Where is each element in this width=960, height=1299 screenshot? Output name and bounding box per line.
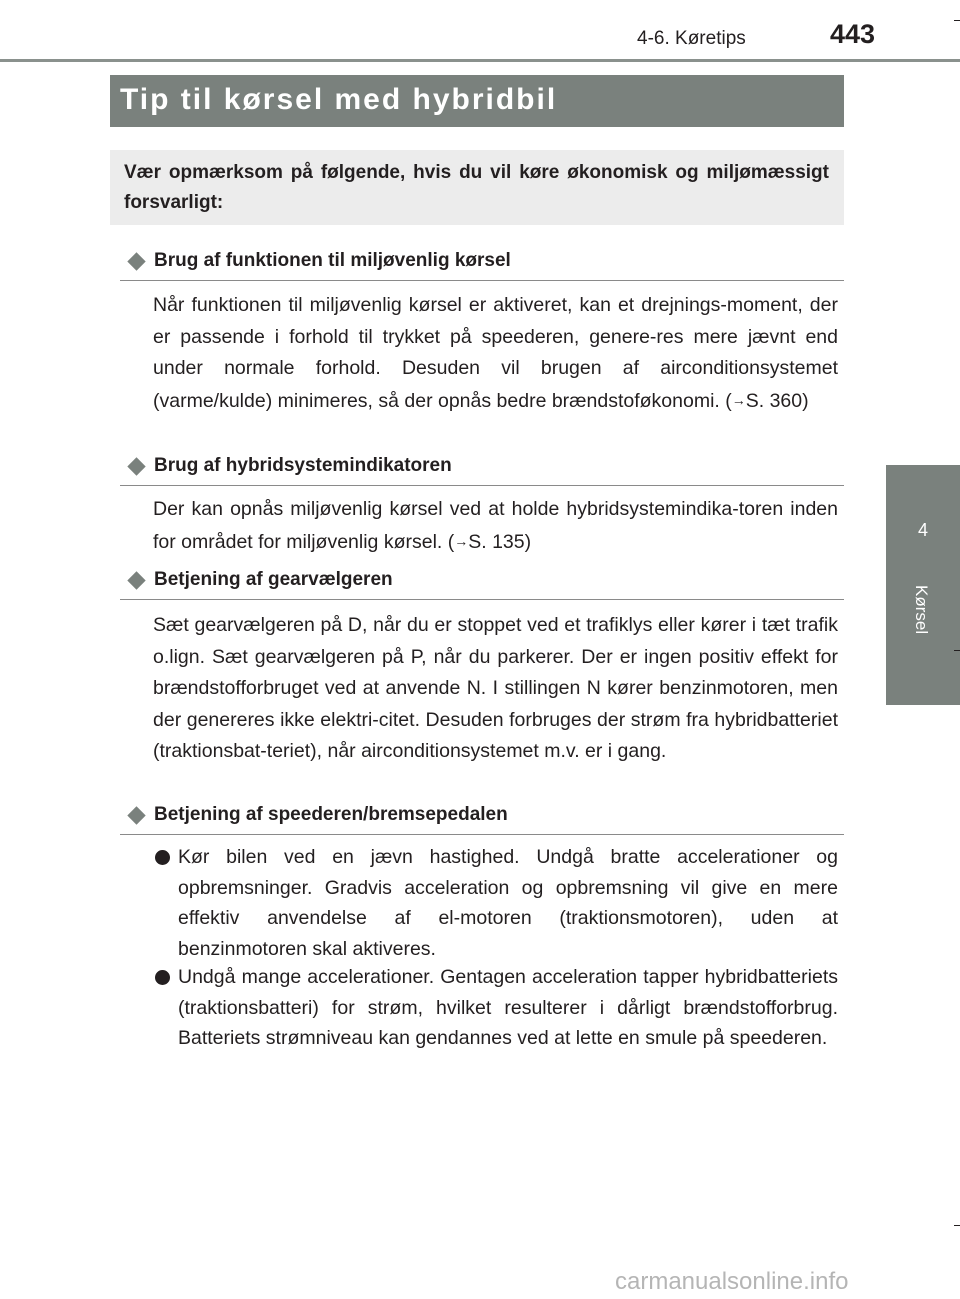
bullet-text: Kør bilen ved en jævn hastighed. Undgå bratte accelerationer og opbremsninger. Gradvis acceleration og opbremsning vil give en mere effektiv anvendelse af el-motoren (traktionsmotoren), uden at benzinmotoren skal aktiveres. [178,846,838,960]
arrow-right-icon: → [454,532,469,549]
page-reference[interactable]: S. 135) [468,530,532,553]
crop-mark [954,650,960,651]
page-reference[interactable]: S. 360) [745,389,809,412]
section-heading-text: Brug af funktionen til miljøvenlig kørsel [154,250,511,271]
chapter-side-tab [886,465,960,705]
arrow-right-icon: → [731,391,746,408]
diamond-bullet-icon [127,252,145,270]
diamond-bullet-icon [127,571,145,589]
page-number: 443 [830,19,876,49]
diamond-bullet-icon [127,457,145,475]
header-divider [0,59,960,62]
section-heading [120,804,844,835]
section-heading-text: Brug af hybridsystemindikatoren [154,455,452,476]
footer-watermark: carmanualsonline.info [615,1268,849,1295]
section-heading [120,250,844,281]
diamond-bullet-icon [127,806,145,824]
intro-text: Vær opmærksom på følgende, hvis du vil køre økonomisk og miljømæssigt forsvarligt: [124,162,829,213]
section-heading [120,569,844,600]
paragraph-text: Når funktionen til miljøvenlig kørsel er aktiveret, kan et drejnings-moment, der er passende i forhold til trykket på speederen, genere-res mere jævnt end under normale forhold. Desuden vil brugen af airconditionsystemet (varme/kulde) minimeres, så der opnås bedre brændstoføkonomi. ( [153,294,838,412]
page-title: Tip til kørsel med hybridbil [120,83,558,116]
crop-mark [954,1225,960,1226]
title-bar [110,75,844,127]
round-bullet-icon [155,850,170,865]
section-heading [120,455,844,486]
section-heading-text: Betjening af gearvælgeren [154,569,393,590]
chapter-label: Kørsel [912,585,931,635]
section-paragraph: Sæt gearvælgeren på D, når du er stoppet ved et trafiklys eller kører i tæt trafik o.lign. Sæt gearvælgeren på P, når du parkerer. Der er ingen positiv effekt for brændstofforbruget ved at anvende N. I stillingen N kører benzinmotoren, men der genereres ikke elektri-citet. Desuden forbruges der strøm fra hybridbatteriet (traktionsbat-teriet), når airconditionsystemet m.v. er i gang. [153,614,838,762]
paragraph-text: Der kan opnås miljøvenlig kørsel ved at holde hybridsystemindika-toren inden for området for miljøvenlig kørsel. ( [153,498,838,553]
section-heading-text: Betjening af speederen/bremsepedalen [154,804,508,825]
crop-mark [954,20,960,21]
section-paragraph [153,290,838,417]
chapter-number: 4 [917,520,928,540]
section-paragraph [153,494,838,558]
running-header-section: 4-6. Køretips [637,28,746,49]
intro-box [110,150,844,225]
bullet-text: Undgå mange accelerationer. Gentagen acceleration tapper hybridbatteriets (traktionsbatteri) for strøm, hvilket resulterer i dårligt brændstofforbrug. Batteriets strømniveau kan gendannes ved at lette en smule på speederen. [178,966,838,1049]
round-bullet-icon [155,970,170,985]
